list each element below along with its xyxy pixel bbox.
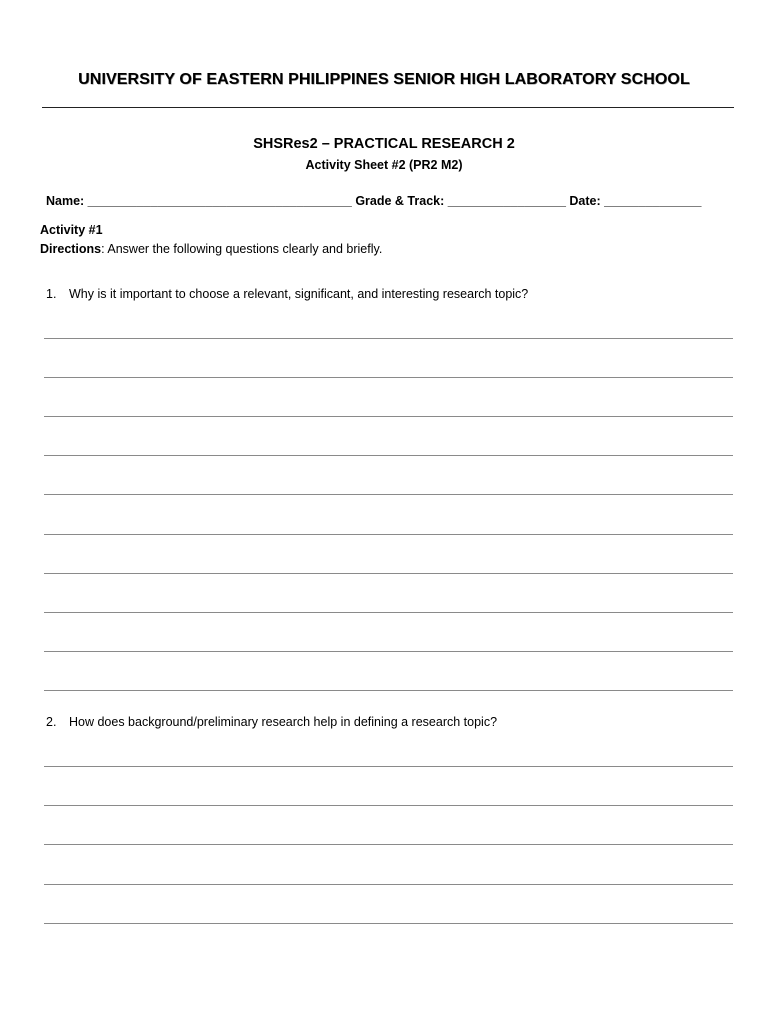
directions xyxy=(40,242,382,256)
answer-line[interactable] xyxy=(44,690,733,691)
answer-line[interactable] xyxy=(44,416,733,417)
header-divider xyxy=(42,107,734,108)
directions-label: Directions xyxy=(40,242,102,256)
question-1 xyxy=(46,287,528,301)
answer-line[interactable] xyxy=(44,651,733,652)
answer-line[interactable] xyxy=(44,455,733,456)
school-name: UNIVERSITY OF EASTERN PHILIPPINES SENIOR HIGH LABORATORY SCHOOL xyxy=(78,71,690,88)
question-1-text: Why is it important to choose a relevant, significant, and interesting research topic? xyxy=(69,287,529,301)
activity-label: Activity #1 xyxy=(40,223,103,237)
answer-line[interactable] xyxy=(44,805,733,806)
answer-line[interactable] xyxy=(44,573,733,574)
student-info-line: Name: ______________________________________ Grade & Track: _________________ Date: ______________ xyxy=(46,194,702,208)
document-subtitle: Activity Sheet #2 (PR2 M2) xyxy=(305,158,463,172)
answer-line[interactable] xyxy=(44,612,733,613)
question-2-text: How does background/preliminary research help in defining a research topic? xyxy=(69,715,498,729)
question-2-number: 2. xyxy=(46,715,57,729)
answer-line[interactable] xyxy=(44,766,733,767)
document-title: SHSRes2 – PRACTICAL RESEARCH 2 xyxy=(253,136,515,152)
answer-line[interactable] xyxy=(44,494,733,495)
question-1-number: 1. xyxy=(46,287,57,301)
directions-text: : Answer the following questions clearly and briefly. xyxy=(101,242,383,256)
answer-line[interactable] xyxy=(44,338,733,339)
answer-line[interactable] xyxy=(44,534,733,535)
question-2 xyxy=(46,715,497,729)
answer-line[interactable] xyxy=(44,923,733,924)
answer-line[interactable] xyxy=(44,844,733,845)
answer-line[interactable] xyxy=(44,884,733,885)
answer-line[interactable] xyxy=(44,377,733,378)
